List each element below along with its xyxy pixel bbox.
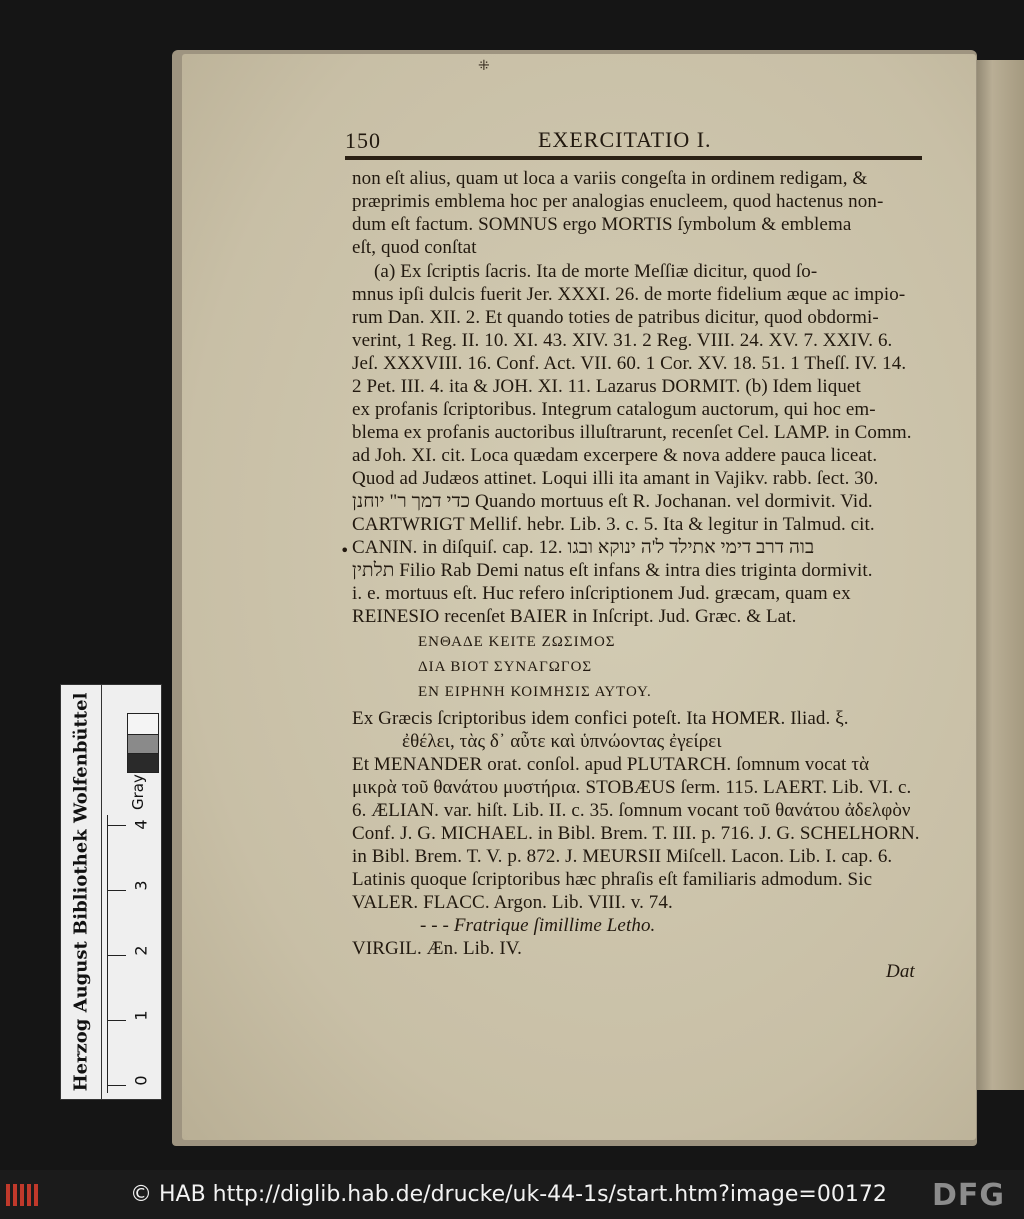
body-line: verint, 1 Reg. II. 10. XI. 43. XIV. 31. 2 Reg. VIII. 24. XV. 7. XXIV. 6. xyxy=(352,330,893,351)
ruler-number: 0 xyxy=(131,1075,151,1086)
ruler xyxy=(107,815,158,1093)
body-line: mnus ipſi dulcis fuerit Jer. XXXI. 26. de morte fidelium æque ac impio- xyxy=(352,284,906,305)
running-head: EXERCITATIO I. xyxy=(538,127,712,152)
body-line: (a) Ex ſcriptis ſacris. Ita de morte Meſſiæ dicitur, quod ſo- xyxy=(374,261,818,282)
facing-page-edge xyxy=(975,60,1024,1090)
head-rule xyxy=(345,156,922,160)
body-line: VALER. FLACC. Argon. Lib. VIII. v. 74. xyxy=(352,892,673,913)
body-line: Conf. J. G. MICHAEL. in Bibl. Brem. T. III. p. 716. J. G. SCHELHORN. xyxy=(352,823,920,844)
body-line: dum eſt factum. SOMNUS ergo MORTIS ſymbolum & emblema xyxy=(352,214,852,235)
copyright-url[interactable]: © HAB http://diglib.hab.de/drucke/uk-44-1s/start.htm?image=00172 xyxy=(130,1182,887,1207)
body-line: CANIN. in diſquiſ. cap. 12. בוה דרב דימי אתילד ל'ה ינוקא ובגו xyxy=(352,537,815,558)
ruler-number: 1 xyxy=(131,1010,151,1021)
library-name: Herzog August Bibliothek Wolfenbüttel xyxy=(70,692,92,1092)
body-line: Latinis quoque ſcriptoribus hæc phraſis eſt familiaris admodum. Sic xyxy=(352,869,873,890)
inscription-line: ΔΙΑ ΒΙΟΤ ΣΥΝΑΓΩΓΟΣ xyxy=(418,659,593,675)
inscription-line: ΕΝΘΑΔΕ ΚΕΙΤΕ ΖΩΣΙΜΟΣ xyxy=(418,634,616,650)
strip-divider xyxy=(101,685,102,1099)
body-line: 6. ÆLIAN. var. hiſt. Lib. II. c. 35. ſomnum vocant τοῦ θανάτου ἀδελφὸν xyxy=(352,800,911,821)
body-line: REINESIO recenſet BAIER in Inſcript. Jud. Græc. & Lat. xyxy=(352,606,797,627)
gray-patch-mid xyxy=(127,734,159,754)
body-line: VIRGIL. Æn. Lib. IV. xyxy=(352,938,523,959)
greek-quote: ἐθέλει, τὰς δ᾽ αὖτε καὶ ὑπνώοντας ἐγείρει xyxy=(402,731,722,752)
gray-patch-black xyxy=(127,753,159,773)
library-name-box xyxy=(63,685,99,1099)
body-line: Jeſ. XXXVIII. 16. Conf. Act. VII. 60. 1 Cor. XV. 18. 51. 1 Theſſ. IV. 14. xyxy=(352,353,907,374)
body-line: i. e. mortuus eſt. Huc refero inſcriptionem Jud. græcam, quam ex xyxy=(352,583,851,604)
body-line: Ex Græcis ſcriptoribus idem confici poteſt. Ita HOMER. Iliad. ξ. xyxy=(352,708,849,729)
body-line: 2 Pet. III. 4. ita & JOH. XI. 11. Lazarus DORMIT. (b) Idem liquet xyxy=(352,376,861,397)
dfg-logo: DFG xyxy=(932,1178,1006,1213)
ruler-number: 3 xyxy=(131,880,151,891)
gray-patch-white xyxy=(127,713,159,735)
ornament-mark: ⁜ xyxy=(478,58,490,74)
body-line: in Bibl. Brem. T. V. p. 872. J. MEURSII Miſcell. Lacon. Lib. I. cap. 6. xyxy=(352,846,893,867)
ruler-number: 2 xyxy=(131,945,151,956)
ruler-number: 4 xyxy=(131,819,151,830)
body-line: eſt, quod conſtat xyxy=(352,237,477,258)
margin-dot: • xyxy=(340,541,350,560)
book-spine-icon xyxy=(4,1180,44,1210)
page-number: 150 xyxy=(345,128,381,153)
catchword: Dat xyxy=(886,961,915,982)
body-line: Quod ad Judæos attinet. Loqui illi ita amant in Vajikv. rabb. ſect. 30. xyxy=(352,468,879,489)
body-line: ex profanis ſcriptoribus. Integrum catalogum auctorum, qui hoc em- xyxy=(352,399,876,420)
inscription-line: ΕΝ ΕΙΡΗΝΗ ΚΟΙΜΗΣΙΣ ΑΥΤΟΥ. xyxy=(418,684,652,700)
body-line: non eſt alius, quam ut loca a variis congeſta in ordinem redigam, & xyxy=(352,168,868,189)
body-line: תלתין Filio Rab Demi natus eſt infans & intra dies triginta dormivit. xyxy=(352,560,873,581)
verse-line: - - - Fratrique ſimillime Letho. xyxy=(420,915,656,936)
body-line: CARTWRIGT Mellif. hebr. Lib. 3. c. 5. Ita & legitur in Talmud. cit. xyxy=(352,514,875,535)
footer-bar xyxy=(0,1170,1024,1219)
body-line: ad Joh. XI. cit. Loca quædam excerpere & nova addere pauca liceat. xyxy=(352,445,878,466)
reference-scale-strip xyxy=(60,684,162,1100)
body-line: blema ex profanis auctoribus illuſtrarunt, recenſet Cel. LAMP. in Comm. xyxy=(352,422,912,443)
body-line: Et MENANDER orat. conſol. apud PLUTARCH. ſomnum vocat τὰ xyxy=(352,754,870,775)
body-line: כדי דמך ר" יוחנן Quando mortuus eſt R. Jochanan. vel dormivit. Vid. xyxy=(352,491,873,512)
body-line: rum Dan. XII. 2. Et quando toties de patribus dicitur, quod obdormi- xyxy=(352,307,879,328)
body-line: præprimis emblema hoc per analogias enucleem, quod hactenus non- xyxy=(352,191,884,212)
body-line: μικρὰ τοῦ θανάτου μυστήρια. STOBÆUS ſerm. 115. LAERT. Lib. VI. c. xyxy=(352,777,912,798)
